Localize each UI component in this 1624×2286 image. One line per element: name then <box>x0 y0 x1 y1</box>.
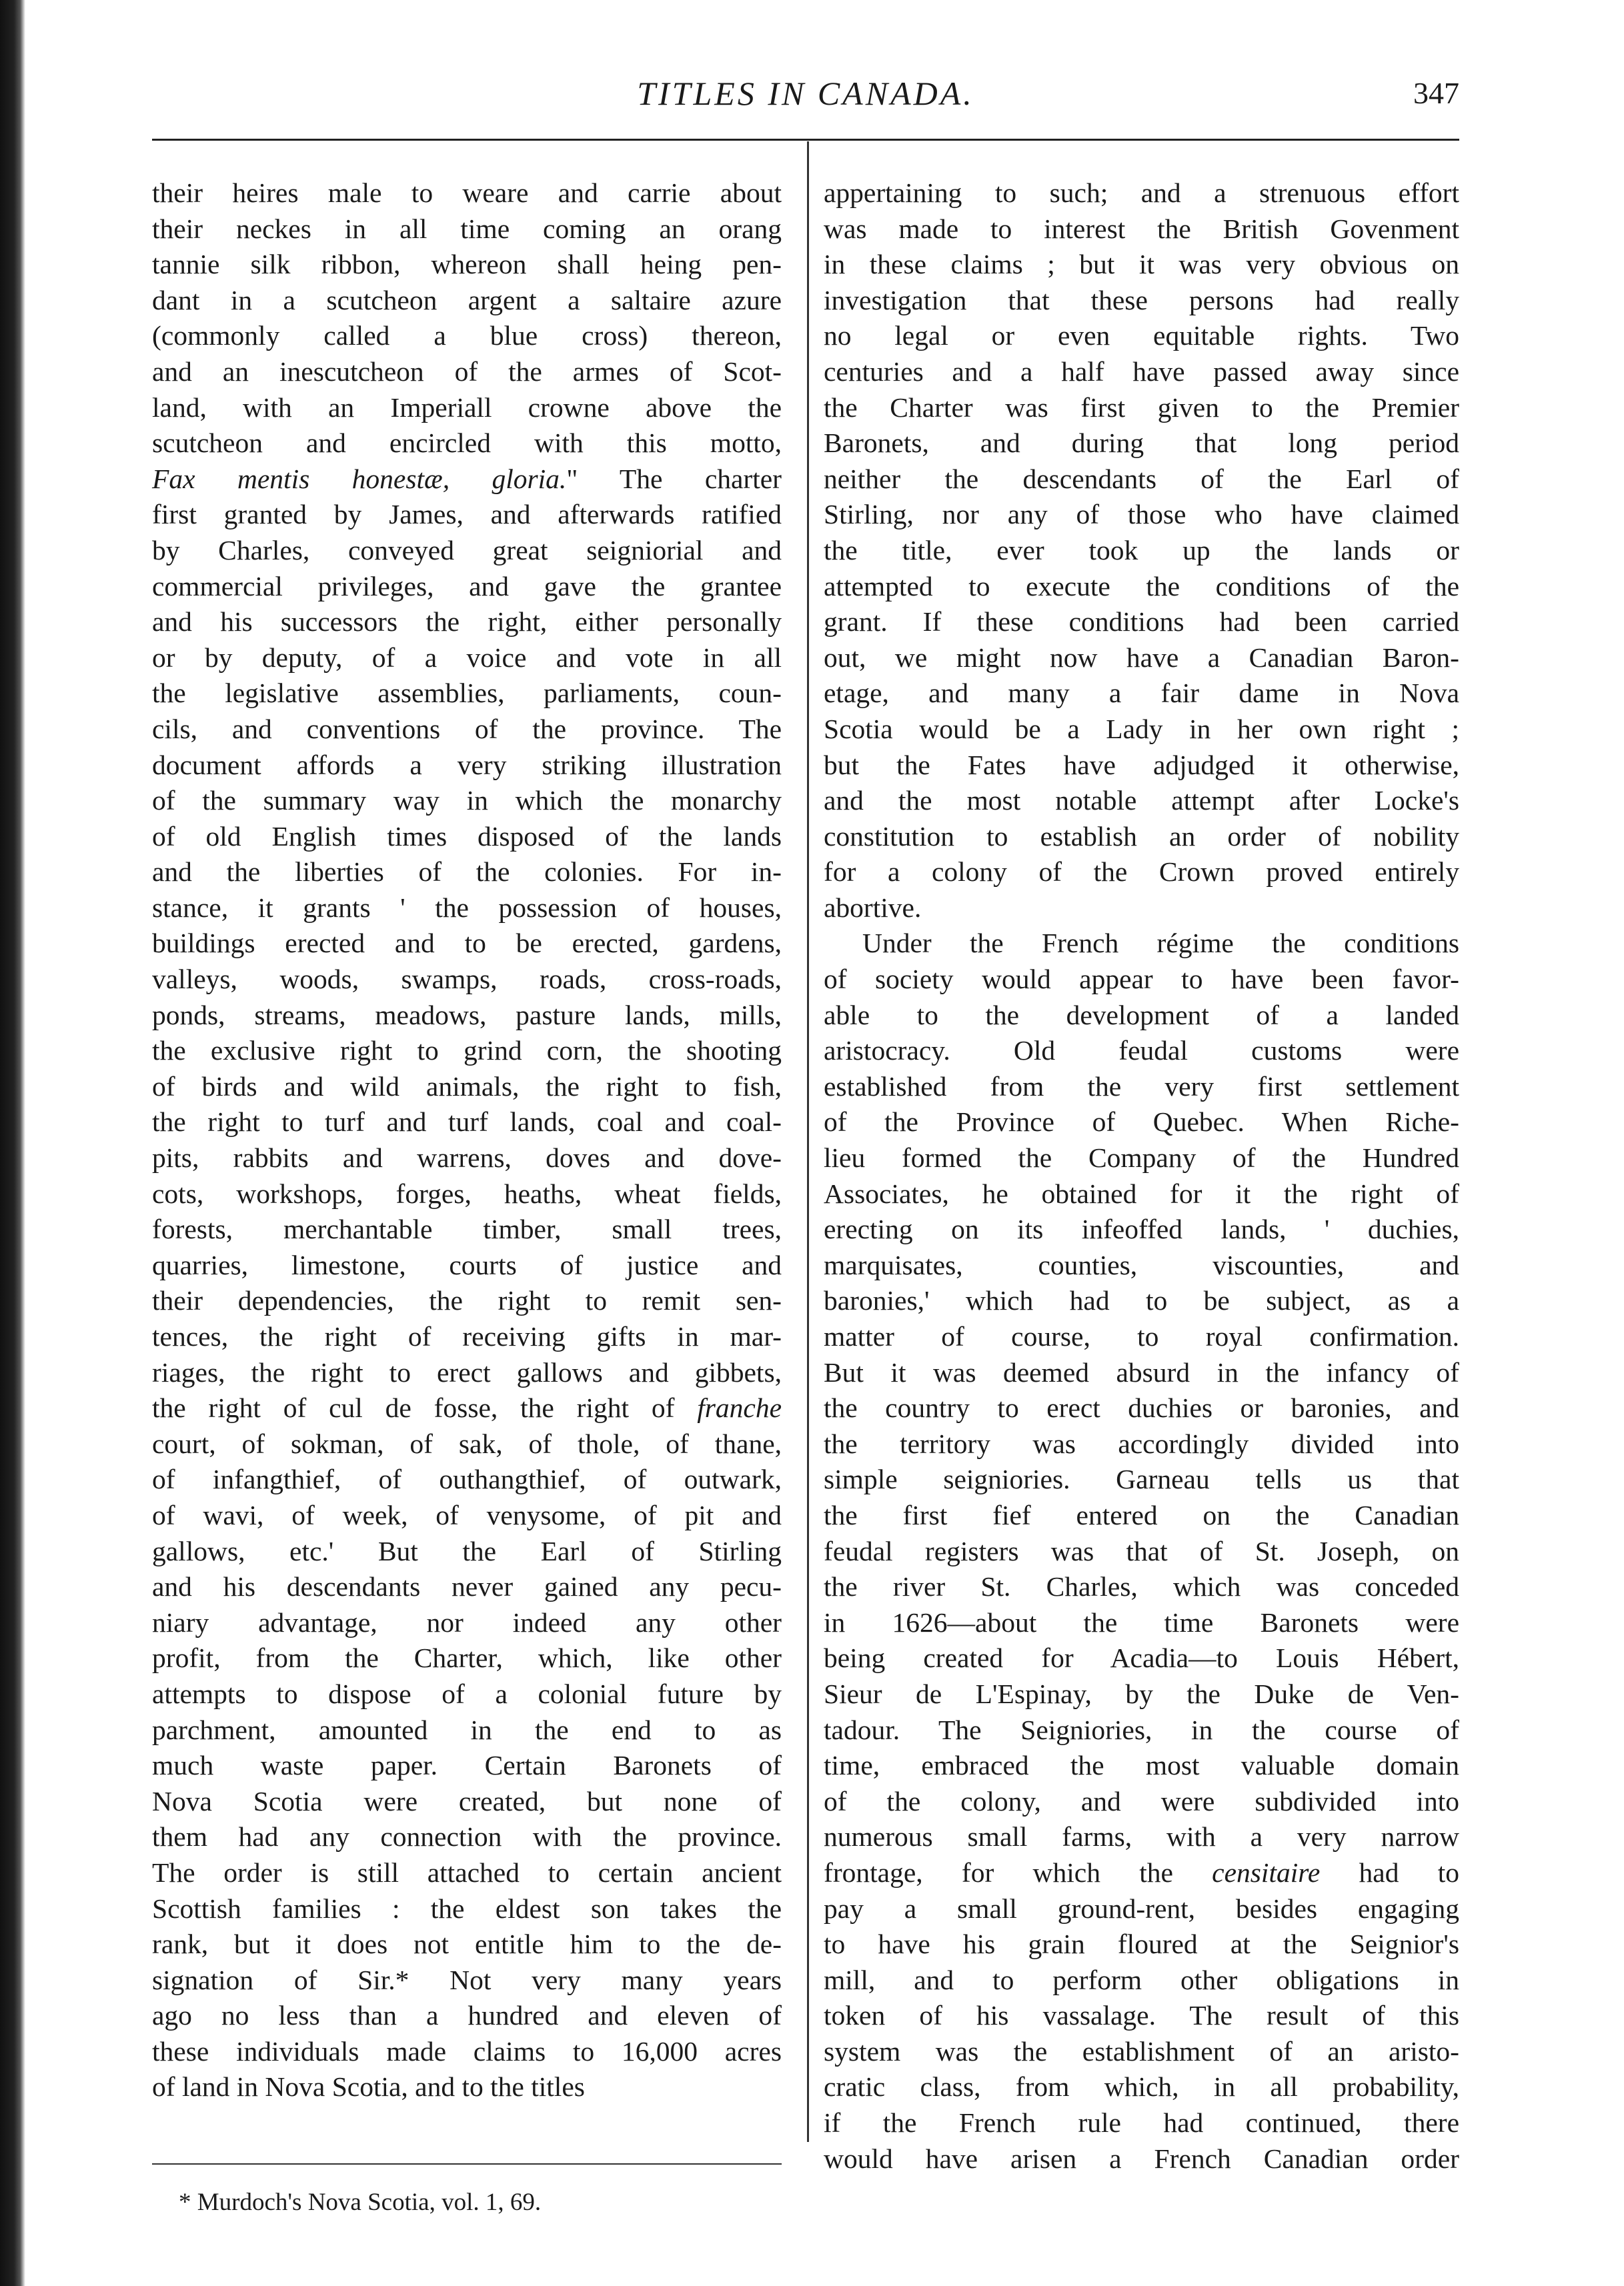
text-line: of the summary way in which the monarchy <box>152 785 782 816</box>
text-line: Baronets, and during that long period <box>824 427 1459 459</box>
text-line: able to the development of a landed <box>824 999 1459 1030</box>
text-line: stance, it grants ' the possession of houses, <box>152 892 782 923</box>
page-number: 347 <box>1413 76 1459 110</box>
text-line: mill, and to perform other obligations in <box>824 1964 1459 1995</box>
text-line: Sieur de L'Espinay, by the Duke de Ven- <box>824 1678 1459 1709</box>
text-line: pits, rabbits and warrens, doves and dove- <box>152 1142 782 1174</box>
text-line: the territory was accordingly divided into <box>824 1428 1459 1459</box>
text-line: or by deputy, of a voice and vote in all <box>152 642 782 673</box>
text-line: Scottish families : the eldest son takes the <box>152 1893 782 1924</box>
text-line: their neckes in all time coming an orang <box>152 213 782 244</box>
text-line: by Charles, conveyed great seigniorial and <box>152 534 782 565</box>
text-line: abortive. <box>824 892 922 923</box>
text-line: document affords a very striking illustration <box>152 749 782 780</box>
text-line: no legal or even equitable rights. Two <box>824 320 1459 351</box>
text-line: rank, but it does not entitle him to the de- <box>152 1929 782 1960</box>
book-spine-shadow <box>0 0 25 2286</box>
text-line: pay a small ground-rent, besides engaging <box>824 1893 1459 1924</box>
text-line: the legislative assemblies, parliaments, coun- <box>152 678 782 709</box>
text-line: first granted by James, and afterwards ratified <box>152 499 782 530</box>
text-line: quarries, limestone, courts of justice and <box>152 1249 782 1280</box>
text-line: was made to interest the British Govenment <box>824 213 1459 244</box>
column-divider <box>807 141 809 2142</box>
text-line: the exclusive right to grind corn, the shooting <box>152 1035 782 1066</box>
text-line: token of his vassalage. The result of this <box>824 2000 1459 2031</box>
text-line: parchment, amounted in the end to as <box>152 1714 782 1745</box>
text-line: (commonly called a blue cross) thereon, <box>152 320 782 351</box>
text-line: signation of Sir.* Not very many years <box>152 1964 782 1995</box>
text-line: Nova Scotia were created, but none of <box>152 1785 782 1817</box>
text-line: and his descendants never gained any pecu- <box>152 1571 782 1602</box>
text-line: constitution to establish an order of nobility <box>824 820 1459 852</box>
text-line: cratic class, from which, in all probability, <box>824 2071 1459 2103</box>
footnote: * Murdoch's Nova Scotia, vol. 1, 69. <box>179 2189 542 2216</box>
text-line: of birds and wild animals, the right to fish, <box>152 1070 782 1102</box>
text-line: Scotia would be a Lady in her own right ; <box>824 713 1459 744</box>
text-line: Under the French régime the conditions <box>862 928 1459 959</box>
text-line: of old English times disposed of the lands <box>152 820 782 852</box>
text-line: niary advantage, nor indeed any other <box>152 1606 782 1638</box>
text-line: of the colony, and were subdivided into <box>824 1785 1459 1817</box>
text-line: scutcheon and encircled with this motto, <box>152 427 782 459</box>
text-line: and the most notable attempt after Locke's <box>824 785 1459 816</box>
text-line: marquisates, counties, viscounties, and <box>824 1249 1459 1280</box>
text-line: if the French rule had continued, there <box>824 2107 1459 2139</box>
text-line: for a colony of the Crown proved entirely <box>824 856 1459 888</box>
text-line: forests, merchantable timber, small trees, <box>152 1214 782 1245</box>
text-line: and his successors the right, either personally <box>152 606 782 638</box>
text-line: numerous small farms, with a very narrow <box>824 1821 1459 1853</box>
text-line: court, of sokman, of sak, of thole, of thane, <box>152 1428 782 1459</box>
text-line: attempted to execute the conditions of the <box>824 570 1459 602</box>
text-line: riages, the right to erect gallows and gibbets, <box>152 1356 782 1388</box>
text-line: lieu formed the Company of the Hundred <box>824 1142 1459 1174</box>
text-line: cots, workshops, forges, heaths, wheat fields, <box>152 1178 782 1209</box>
text-line: ponds, streams, meadows, pasture lands, mills, <box>152 999 782 1030</box>
text-line: etage, and many a fair dame in Nova <box>824 678 1459 709</box>
left-column <box>152 175 782 2105</box>
footnote-rule <box>152 2163 782 2165</box>
text-line: tadour. The Seigniories, in the course of <box>824 1714 1459 1745</box>
text-line: and the liberties of the colonies. For in- <box>152 856 782 888</box>
text-line: out, we might now have a Canadian Baron- <box>824 642 1459 673</box>
text-line: grant. If these conditions had been carried <box>824 606 1459 638</box>
text-line: in these claims ; but it was very obvious on <box>824 249 1459 280</box>
text-line: system was the establishment of an aristo- <box>824 2035 1459 2067</box>
text-line: the right to turf and turf lands, coal and coal- <box>152 1106 782 1138</box>
text-line: the river St. Charles, which was conceded <box>824 1571 1459 1602</box>
text-line: tannie silk ribbon, whereon shall heing pen- <box>152 249 782 280</box>
text-line: appertaining to such; and a strenuous effort <box>824 177 1459 208</box>
text-line: But it was deemed absurd in the infancy of <box>824 1356 1459 1388</box>
text-line: neither the descendants of the Earl of <box>824 463 1459 494</box>
text-line: Associates, he obtained for it the right of <box>824 1178 1459 1209</box>
text-line: Fax mentis honestæ, gloria." The charter <box>152 463 782 494</box>
text-line: matter of course, to royal confirmation. <box>824 1321 1459 1352</box>
text-line: would have arisen a French Canadian order <box>824 2143 1459 2174</box>
text-line: The order is still attached to certain ancient <box>152 1857 782 1888</box>
text-line: of land in Nova Scotia, and to the titles <box>152 2071 585 2103</box>
text-line: the country to erect duchies or baronies, and <box>824 1392 1459 1424</box>
text-line: these individuals made claims to 16,000 acres <box>152 2035 782 2067</box>
text-line: them had any connection with the province. <box>152 1821 782 1853</box>
text-line: valleys, woods, swamps, roads, cross-roads, <box>152 964 782 995</box>
text-line: frontage, for which the censitaire had to <box>824 1857 1459 1888</box>
text-line: and an inescutcheon of the armes of Scot- <box>152 355 782 387</box>
text-line: being created for Acadia—to Louis Hébert, <box>824 1642 1459 1674</box>
text-line: of society would appear to have been favor- <box>824 964 1459 995</box>
text-line: the Charter was first given to the Premier <box>824 391 1459 423</box>
right-column <box>824 175 1459 2177</box>
text-line: commercial privileges, and gave the grantee <box>152 570 782 602</box>
text-line: attempts to dispose of a colonial future by <box>152 1678 782 1709</box>
text-line: dant in a scutcheon argent a saltaire azure <box>152 284 782 315</box>
text-line: cils, and conventions of the province. The <box>152 713 782 744</box>
text-line: simple seigniories. Garneau tells us that <box>824 1464 1459 1495</box>
text-line: buildings erected and to be erected, gardens, <box>152 928 782 959</box>
text-line: feudal registers was that of St. Joseph, on <box>824 1535 1459 1566</box>
text-line: gallows, etc.' But the Earl of Stirling <box>152 1535 782 1566</box>
text-line: investigation that these persons had really <box>824 284 1459 315</box>
text-line: to have his grain floured at the Seignior's <box>824 1929 1459 1960</box>
text-line: their dependencies, the right to remit sen- <box>152 1285 782 1316</box>
text-line: Stirling, nor any of those who have claimed <box>824 499 1459 530</box>
page-header <box>152 67 1459 120</box>
text-line: profit, from the Charter, which, like other <box>152 1642 782 1674</box>
text-line: centuries and a half have passed away since <box>824 355 1459 387</box>
text-line: the title, ever took up the lands or <box>824 534 1459 565</box>
running-title: TITLES IN CANADA. <box>637 75 974 112</box>
text-line: tences, the right of receiving gifts in mar- <box>152 1321 782 1352</box>
text-line: time, embraced the most valuable domain <box>824 1750 1459 1781</box>
text-line: the first fief entered on the Canadian <box>824 1499 1459 1530</box>
text-line: baronies,' which had to be subject, as a <box>824 1285 1459 1316</box>
text-line: in 1626—about the time Baronets were <box>824 1606 1459 1638</box>
text-line: land, with an Imperiall crowne above the <box>152 391 782 423</box>
text-line: of wavi, of week, of venysome, of pit and <box>152 1499 782 1530</box>
text-line: their heires male to weare and carrie about <box>152 177 782 208</box>
text-line: the right of cul de fosse, the right of franche <box>152 1392 782 1424</box>
text-line: of the Province of Quebec. When Riche- <box>824 1106 1459 1138</box>
text-line: much waste paper. Certain Baronets of <box>152 1750 782 1781</box>
text-line: ago no less than a hundred and eleven of <box>152 2000 782 2031</box>
text-line: aristocracy. Old feudal customs were <box>824 1035 1459 1066</box>
header-rule <box>152 139 1459 141</box>
text-line: established from the very first settlement <box>824 1070 1459 1102</box>
text-line: erecting on its infeoffed lands, ' duchies, <box>824 1214 1459 1245</box>
text-line: but the Fates have adjudged it otherwise, <box>824 749 1459 780</box>
text-line: of infangthief, of outhangthief, of outwark, <box>152 1464 782 1495</box>
